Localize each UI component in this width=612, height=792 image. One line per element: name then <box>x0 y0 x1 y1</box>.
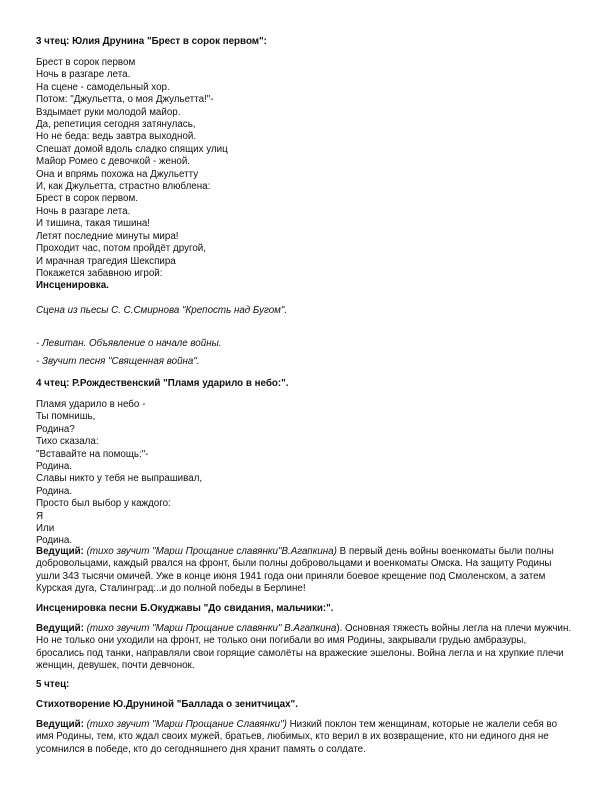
poem-line: И, как Джульетта, страстно влюблена: <box>36 181 211 193</box>
poem-line: Ночь в разгаре лета. <box>36 69 131 81</box>
poem-line: Ты помнишь, <box>36 411 96 423</box>
host-label: Ведущий: <box>36 546 84 557</box>
poem-line: Но не беда: ведь завтра выходной. <box>36 131 197 143</box>
host-text: ). Основная тяжесть войны легла на плечи мужчин. Но не только они уходили на фронт, не только они погибали во имя Родины, закрывали грудью амбразуры, бросались под танки, направляли свои горящие самолёты на вражеские эшелоны. Война легла и на хрупкие плечи женщин, девушек, почти девчонок. <box>36 623 572 671</box>
reader-3-heading: 3 чтец: Юлия Друнина "Брест в сорок первом": <box>36 36 267 47</box>
poem-5-title: Стихотворение Ю.Друниной "Баллада о зенитчицах". <box>36 699 298 710</box>
music-note: (тихо звучит "Марш Прощание славянки" В.Агапкина <box>83 623 337 634</box>
staging-heading: Инсценировка. <box>36 280 109 291</box>
poem-line: Проходит час, потом пройдёт другой, <box>36 243 206 255</box>
poem-line: Она и впрямь похожа на Джульетту <box>36 168 199 180</box>
poem-line: Брест в сорок первом. <box>36 193 138 205</box>
poem-flame <box>36 399 202 548</box>
poem-line: Брест в сорок первом <box>36 57 136 68</box>
host-label: Ведущий: <box>36 623 84 634</box>
poem-line: Вздымает руки молодой майор. <box>36 106 181 118</box>
poem-brest-1941 <box>36 57 228 280</box>
poem-line: Родина. <box>36 535 73 547</box>
poem-line: И мрачная трагедия Шекспира <box>36 255 176 267</box>
poem-line: Славы никто у тебя не выпрашивал, <box>36 473 203 485</box>
poem-line: Да, репетиция сегодня затянулась, <box>36 119 196 131</box>
poem-line: На сцене - самодельный хор. <box>36 81 170 93</box>
host-text: В первый день войны военкоматы были полны добровольцами, каждый рвался на фронт, были полны добровольцами и военкоматы Омска. На защиту Родины ушли 343 тысячи омичей. Уже в конце июня 1941 года они приняли боевое крещение под Смоленском, а затем Курская дуга, Сталинград:..и до полной победы в Берлине! <box>36 546 554 594</box>
poem-line: Родина. <box>36 461 73 473</box>
music-note: (тихо звучит "Марш Прощание Славянки") <box>83 719 287 730</box>
poem-line: Тихо сказала: <box>36 436 99 448</box>
reader-5-heading: 5 чтец: <box>36 679 70 690</box>
poem-line: Или <box>36 523 55 535</box>
poem-line: И тишина, такая тишина! <box>36 218 151 230</box>
scene-note: Сцена из пьесы С. С.Смирнова "Крепость над Бугом". <box>36 305 288 316</box>
music-note: (тихо звучит "Марш Прощание славянки"В.Агапкина) <box>86 546 337 557</box>
poem-line: Просто был выбор у каждого: <box>36 498 171 510</box>
levitan-note: - Левитан. Объявление о начале войны. <box>36 338 222 349</box>
poem-line: Я <box>36 510 44 522</box>
poem-line: Майор Ромео с девочкой - женой. <box>36 156 191 168</box>
song-note: - Звучит песня "Священная война". <box>36 356 200 367</box>
host-paragraph-2 <box>36 623 576 672</box>
host-label: Ведущий: <box>36 719 84 730</box>
poem-line: Родина? <box>36 423 75 435</box>
poem-line: Потом: "Джульетта, о моя Джульетта!"- <box>36 94 214 106</box>
host-paragraph-3 <box>36 719 576 756</box>
poem-line: Ночь в разгаре лета. <box>36 205 131 217</box>
poem-line: Покажется забавною игрой: <box>36 267 163 279</box>
host-text: Низкий поклон тем женщинам, которые не жалели себя во имя Родины, тем, кто ждал своих мужей, братьев, любимых, кто верил в их возвращение, кто ни единого дня не усомнился в победе, кто до сегодняшнего дня хранит память о солдате. <box>36 719 558 755</box>
poem-line: Пламя ударило в небо - <box>36 399 146 410</box>
poem-line: Родина. <box>36 485 73 497</box>
poem-line: Летят последние минуты мира! <box>36 230 179 242</box>
poem-line: "Вставайте на помощь:"- <box>36 448 149 460</box>
staging-song-heading: Инсценировка песни Б.Окуджавы "До свидания, мальчики:". <box>36 603 334 614</box>
host-paragraph-1 <box>36 546 576 595</box>
reader-4-heading: 4 чтец: Р.Рождественский "Пламя ударило в небо:". <box>36 378 289 389</box>
poem-line: Спешат домой вдоль сладко спящих улиц <box>36 143 228 155</box>
